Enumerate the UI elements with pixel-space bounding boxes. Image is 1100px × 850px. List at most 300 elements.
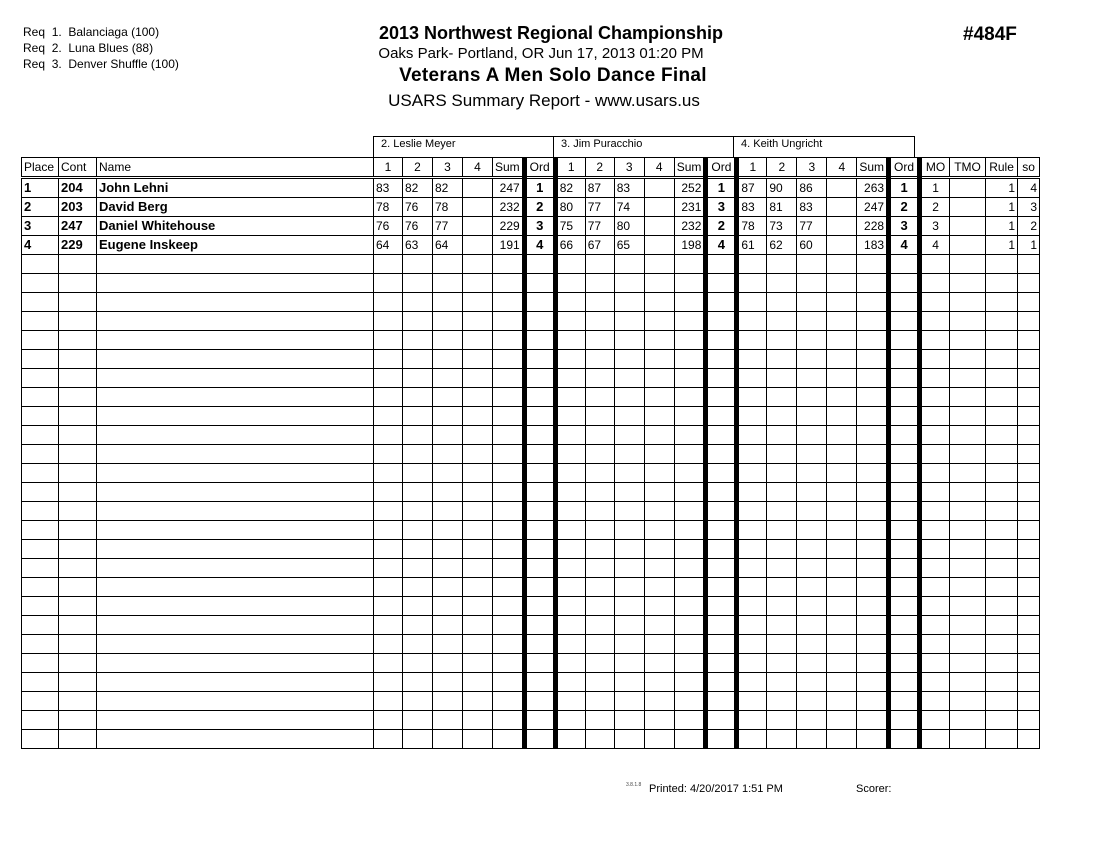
empty-cell <box>433 445 463 464</box>
empty-cell <box>797 407 827 426</box>
empty-cell <box>827 502 857 521</box>
empty-cell <box>644 502 674 521</box>
empty-cell <box>889 692 920 711</box>
empty-cell <box>920 559 950 578</box>
empty-cell <box>22 711 59 730</box>
empty-cell <box>1018 559 1040 578</box>
empty-cell <box>555 464 585 483</box>
empty-cell <box>889 483 920 502</box>
col-rule: Rule <box>986 158 1018 178</box>
empty-cell <box>674 331 706 350</box>
empty-cell <box>986 616 1018 635</box>
empty-cell <box>433 426 463 445</box>
empty-cell <box>737 654 767 673</box>
tmo-cell <box>950 236 986 255</box>
empty-cell <box>827 711 857 730</box>
empty-cell <box>1018 483 1040 502</box>
empty-cell <box>524 407 555 426</box>
empty-cell <box>374 502 403 521</box>
empty-cell <box>463 255 493 274</box>
empty-cell <box>674 521 706 540</box>
col-j1-s3: 3 <box>433 158 463 178</box>
empty-cell <box>950 730 986 749</box>
empty-cell <box>674 730 706 749</box>
empty-cell <box>585 635 614 654</box>
empty-cell <box>986 578 1018 597</box>
empty-cell <box>463 483 493 502</box>
empty-cell <box>889 597 920 616</box>
empty-cell <box>1018 388 1040 407</box>
empty-cell <box>986 426 1018 445</box>
empty-cell <box>950 255 986 274</box>
empty-cell <box>950 464 986 483</box>
empty-cell <box>889 711 920 730</box>
empty-cell <box>857 331 889 350</box>
empty-cell <box>403 445 433 464</box>
empty-cell <box>463 293 493 312</box>
empty-cell <box>433 654 463 673</box>
empty-cell <box>827 483 857 502</box>
empty-cell <box>433 502 463 521</box>
j1-ordinal-cell: 2 <box>524 198 555 217</box>
empty-cell <box>555 692 585 711</box>
empty-cell <box>524 274 555 293</box>
empty-cell <box>493 578 525 597</box>
empty-cell <box>1018 730 1040 749</box>
empty-cell <box>614 312 644 331</box>
empty-cell <box>59 445 97 464</box>
empty-cell <box>374 616 403 635</box>
empty-cell <box>950 369 986 388</box>
empty-cell <box>22 502 59 521</box>
empty-cell <box>920 369 950 388</box>
empty-cell <box>59 350 97 369</box>
empty-cell <box>374 331 403 350</box>
empty-cell <box>433 559 463 578</box>
contestant-number-cell: 204 <box>59 178 97 198</box>
mo-cell: 1 <box>920 178 950 198</box>
empty-cell <box>374 730 403 749</box>
empty-cell <box>644 483 674 502</box>
empty-cell <box>374 350 403 369</box>
empty-cell <box>950 331 986 350</box>
empty-cell <box>827 331 857 350</box>
j2-score-2-cell: 77 <box>585 217 614 236</box>
empty-cell <box>374 483 403 502</box>
location-date: Oaks Park- Portland, OR Jun 17, 2013 01:20 PM <box>378 45 704 62</box>
empty-cell <box>950 578 986 597</box>
col-j2-ord: Ord <box>706 158 737 178</box>
empty-cell <box>493 692 525 711</box>
empty-cell <box>97 559 374 578</box>
empty-cell <box>433 274 463 293</box>
empty-table-row <box>22 483 1040 502</box>
empty-cell <box>767 350 797 369</box>
empty-cell <box>644 293 674 312</box>
empty-cell <box>555 540 585 559</box>
empty-cell <box>555 350 585 369</box>
empty-cell <box>585 388 614 407</box>
empty-cell <box>374 692 403 711</box>
empty-cell <box>22 673 59 692</box>
empty-cell <box>433 635 463 654</box>
empty-cell <box>493 559 525 578</box>
empty-cell <box>614 616 644 635</box>
empty-cell <box>827 255 857 274</box>
empty-cell <box>674 274 706 293</box>
empty-cell <box>889 255 920 274</box>
empty-cell <box>463 407 493 426</box>
contestant-number-cell: 247 <box>59 217 97 236</box>
col-j2-s3: 3 <box>614 158 644 178</box>
empty-cell <box>986 730 1018 749</box>
empty-table-row <box>22 445 1040 464</box>
empty-cell <box>674 578 706 597</box>
empty-cell <box>555 445 585 464</box>
empty-cell <box>827 635 857 654</box>
empty-cell <box>463 654 493 673</box>
j1-score-1-cell: 78 <box>374 198 403 217</box>
empty-cell <box>767 540 797 559</box>
empty-cell <box>374 540 403 559</box>
empty-cell <box>59 502 97 521</box>
empty-table-row <box>22 255 1040 274</box>
empty-cell <box>797 635 827 654</box>
empty-cell <box>950 692 986 711</box>
empty-cell <box>59 331 97 350</box>
empty-cell <box>644 654 674 673</box>
empty-cell <box>493 293 525 312</box>
empty-cell <box>706 274 737 293</box>
empty-cell <box>493 654 525 673</box>
empty-cell <box>737 274 767 293</box>
empty-cell <box>463 350 493 369</box>
col-name: Name <box>97 158 374 178</box>
empty-cell <box>22 730 59 749</box>
col-place: Place <box>22 158 59 178</box>
empty-cell <box>433 464 463 483</box>
empty-cell <box>674 635 706 654</box>
empty-cell <box>433 521 463 540</box>
judge-header-3: 4. Keith Ungricht <box>733 136 915 157</box>
empty-cell <box>463 616 493 635</box>
j3-sum-cell: 183 <box>857 236 889 255</box>
j3-score-4-cell <box>827 217 857 236</box>
judge-header-1: 2. Leslie Meyer <box>373 136 554 157</box>
empty-cell <box>674 692 706 711</box>
empty-cell <box>706 692 737 711</box>
empty-cell <box>59 388 97 407</box>
empty-cell <box>857 673 889 692</box>
empty-cell <box>827 654 857 673</box>
empty-cell <box>889 559 920 578</box>
empty-cell <box>767 654 797 673</box>
empty-table-row <box>22 616 1040 635</box>
empty-cell <box>797 293 827 312</box>
empty-cell <box>524 559 555 578</box>
empty-cell <box>493 521 525 540</box>
empty-cell <box>403 483 433 502</box>
so-cell: 4 <box>1018 178 1040 198</box>
empty-cell <box>614 730 644 749</box>
empty-cell <box>614 521 644 540</box>
j1-score-4-cell <box>463 217 493 236</box>
empty-cell <box>97 426 374 445</box>
empty-table-row <box>22 521 1040 540</box>
empty-cell <box>767 331 797 350</box>
empty-cell <box>674 616 706 635</box>
empty-cell <box>97 635 374 654</box>
empty-cell <box>555 426 585 445</box>
j2-sum-cell: 232 <box>674 217 706 236</box>
empty-cell <box>674 654 706 673</box>
empty-cell <box>986 331 1018 350</box>
col-j3-sum: Sum <box>857 158 889 178</box>
empty-cell <box>403 654 433 673</box>
empty-cell <box>644 616 674 635</box>
empty-cell <box>433 578 463 597</box>
j3-score-4-cell <box>827 178 857 198</box>
empty-cell <box>493 388 525 407</box>
empty-cell <box>767 445 797 464</box>
j1-score-1-cell: 83 <box>374 178 403 198</box>
empty-cell <box>674 673 706 692</box>
empty-cell <box>524 616 555 635</box>
empty-cell <box>97 521 374 540</box>
empty-cell <box>674 711 706 730</box>
empty-cell <box>22 692 59 711</box>
empty-cell <box>374 407 403 426</box>
empty-cell <box>585 464 614 483</box>
empty-cell <box>524 502 555 521</box>
empty-cell <box>737 616 767 635</box>
empty-cell <box>920 521 950 540</box>
empty-cell <box>493 635 525 654</box>
empty-cell <box>403 730 433 749</box>
empty-cell <box>857 540 889 559</box>
empty-cell <box>524 350 555 369</box>
empty-cell <box>1018 407 1040 426</box>
empty-cell <box>857 635 889 654</box>
empty-cell <box>403 331 433 350</box>
empty-cell <box>585 350 614 369</box>
empty-cell <box>524 483 555 502</box>
empty-cell <box>857 502 889 521</box>
empty-cell <box>524 692 555 711</box>
empty-cell <box>403 388 433 407</box>
empty-cell <box>706 350 737 369</box>
header-row <box>22 158 1040 178</box>
empty-cell <box>644 388 674 407</box>
empty-cell <box>22 331 59 350</box>
j3-score-1-cell: 87 <box>737 178 767 198</box>
empty-cell <box>555 635 585 654</box>
empty-cell <box>22 521 59 540</box>
empty-cell <box>950 597 986 616</box>
empty-cell <box>1018 331 1040 350</box>
empty-cell <box>585 578 614 597</box>
empty-cell <box>22 426 59 445</box>
empty-cell <box>463 502 493 521</box>
empty-cell <box>767 730 797 749</box>
empty-cell <box>22 559 59 578</box>
j2-score-4-cell <box>644 198 674 217</box>
empty-cell <box>555 388 585 407</box>
empty-cell <box>555 711 585 730</box>
empty-cell <box>920 502 950 521</box>
event-number: #484F <box>963 24 1017 45</box>
empty-cell <box>644 559 674 578</box>
empty-cell <box>22 445 59 464</box>
empty-cell <box>524 388 555 407</box>
empty-cell <box>737 388 767 407</box>
empty-cell <box>614 464 644 483</box>
empty-cell <box>97 407 374 426</box>
table-row <box>22 198 1040 217</box>
empty-cell <box>614 692 644 711</box>
empty-cell <box>889 293 920 312</box>
req-dance: Denver Shuffle (100) <box>68 57 179 71</box>
col-cont: Cont <box>59 158 97 178</box>
empty-cell <box>493 464 525 483</box>
empty-cell <box>889 654 920 673</box>
empty-cell <box>920 350 950 369</box>
empty-cell <box>920 407 950 426</box>
empty-cell <box>614 293 644 312</box>
empty-cell <box>555 559 585 578</box>
empty-cell <box>22 274 59 293</box>
empty-cell <box>827 445 857 464</box>
empty-cell <box>644 369 674 388</box>
empty-cell <box>920 274 950 293</box>
mo-cell: 4 <box>920 236 950 255</box>
empty-table-row <box>22 673 1040 692</box>
col-j3-s1: 1 <box>737 158 767 178</box>
empty-cell <box>555 407 585 426</box>
so-cell: 1 <box>1018 236 1040 255</box>
empty-cell <box>614 407 644 426</box>
j2-ordinal-cell: 3 <box>706 198 737 217</box>
empty-cell <box>827 559 857 578</box>
req-dance: Balanciaga (100) <box>68 25 160 39</box>
empty-cell <box>1018 635 1040 654</box>
empty-cell <box>59 407 97 426</box>
empty-table-row <box>22 559 1040 578</box>
empty-cell <box>403 255 433 274</box>
empty-cell <box>97 597 374 616</box>
empty-cell <box>493 255 525 274</box>
empty-table-row <box>22 540 1040 559</box>
skater-name-cell: John Lehni <box>97 178 374 198</box>
empty-cell <box>463 673 493 692</box>
empty-cell <box>644 407 674 426</box>
skater-name-cell: Eugene Inskeep <box>97 236 374 255</box>
empty-cell <box>585 711 614 730</box>
empty-cell <box>644 673 674 692</box>
empty-cell <box>524 445 555 464</box>
empty-cell <box>767 255 797 274</box>
empty-table-row <box>22 388 1040 407</box>
empty-cell <box>614 673 644 692</box>
empty-cell <box>920 654 950 673</box>
empty-cell <box>97 692 374 711</box>
empty-cell <box>59 255 97 274</box>
empty-cell <box>493 711 525 730</box>
empty-cell <box>614 578 644 597</box>
empty-cell <box>674 426 706 445</box>
empty-cell <box>674 483 706 502</box>
empty-cell <box>889 426 920 445</box>
empty-cell <box>986 559 1018 578</box>
j1-score-2-cell: 82 <box>403 178 433 198</box>
empty-cell <box>889 274 920 293</box>
empty-cell <box>706 578 737 597</box>
empty-cell <box>737 635 767 654</box>
empty-cell <box>59 692 97 711</box>
empty-cell <box>644 521 674 540</box>
empty-cell <box>97 578 374 597</box>
col-j3-s4: 4 <box>827 158 857 178</box>
empty-cell <box>585 331 614 350</box>
empty-cell <box>857 407 889 426</box>
col-j2-sum: Sum <box>674 158 706 178</box>
empty-cell <box>433 483 463 502</box>
empty-cell <box>403 426 433 445</box>
empty-cell <box>986 635 1018 654</box>
empty-cell <box>585 616 614 635</box>
empty-cell <box>986 521 1018 540</box>
j3-score-1-cell: 61 <box>737 236 767 255</box>
empty-cell <box>403 559 433 578</box>
empty-cell <box>374 445 403 464</box>
req-number: 2. <box>51 41 62 55</box>
empty-cell <box>706 464 737 483</box>
empty-cell <box>585 445 614 464</box>
col-j1-sum: Sum <box>493 158 525 178</box>
empty-cell <box>986 369 1018 388</box>
j1-ordinal-cell: 3 <box>524 217 555 236</box>
empty-cell <box>374 521 403 540</box>
empty-cell <box>950 445 986 464</box>
empty-cell <box>737 293 767 312</box>
empty-cell <box>614 654 644 673</box>
empty-cell <box>767 616 797 635</box>
empty-cell <box>706 255 737 274</box>
j1-score-3-cell: 77 <box>433 217 463 236</box>
table-row <box>22 236 1040 255</box>
empty-cell <box>59 673 97 692</box>
contestant-number-cell: 203 <box>59 198 97 217</box>
empty-cell <box>674 540 706 559</box>
j3-ordinal-cell: 2 <box>889 198 920 217</box>
empty-cell <box>433 730 463 749</box>
empty-cell <box>889 445 920 464</box>
col-j1-s2: 2 <box>403 158 433 178</box>
empty-cell <box>585 255 614 274</box>
empty-cell <box>950 350 986 369</box>
empty-cell <box>889 730 920 749</box>
empty-cell <box>403 635 433 654</box>
empty-cell <box>706 483 737 502</box>
empty-cell <box>1018 312 1040 331</box>
j2-ordinal-cell: 4 <box>706 236 737 255</box>
j2-sum-cell: 252 <box>674 178 706 198</box>
empty-cell <box>767 597 797 616</box>
empty-cell <box>555 616 585 635</box>
empty-table-row <box>22 350 1040 369</box>
j2-ordinal-cell: 2 <box>706 217 737 236</box>
empty-cell <box>986 502 1018 521</box>
